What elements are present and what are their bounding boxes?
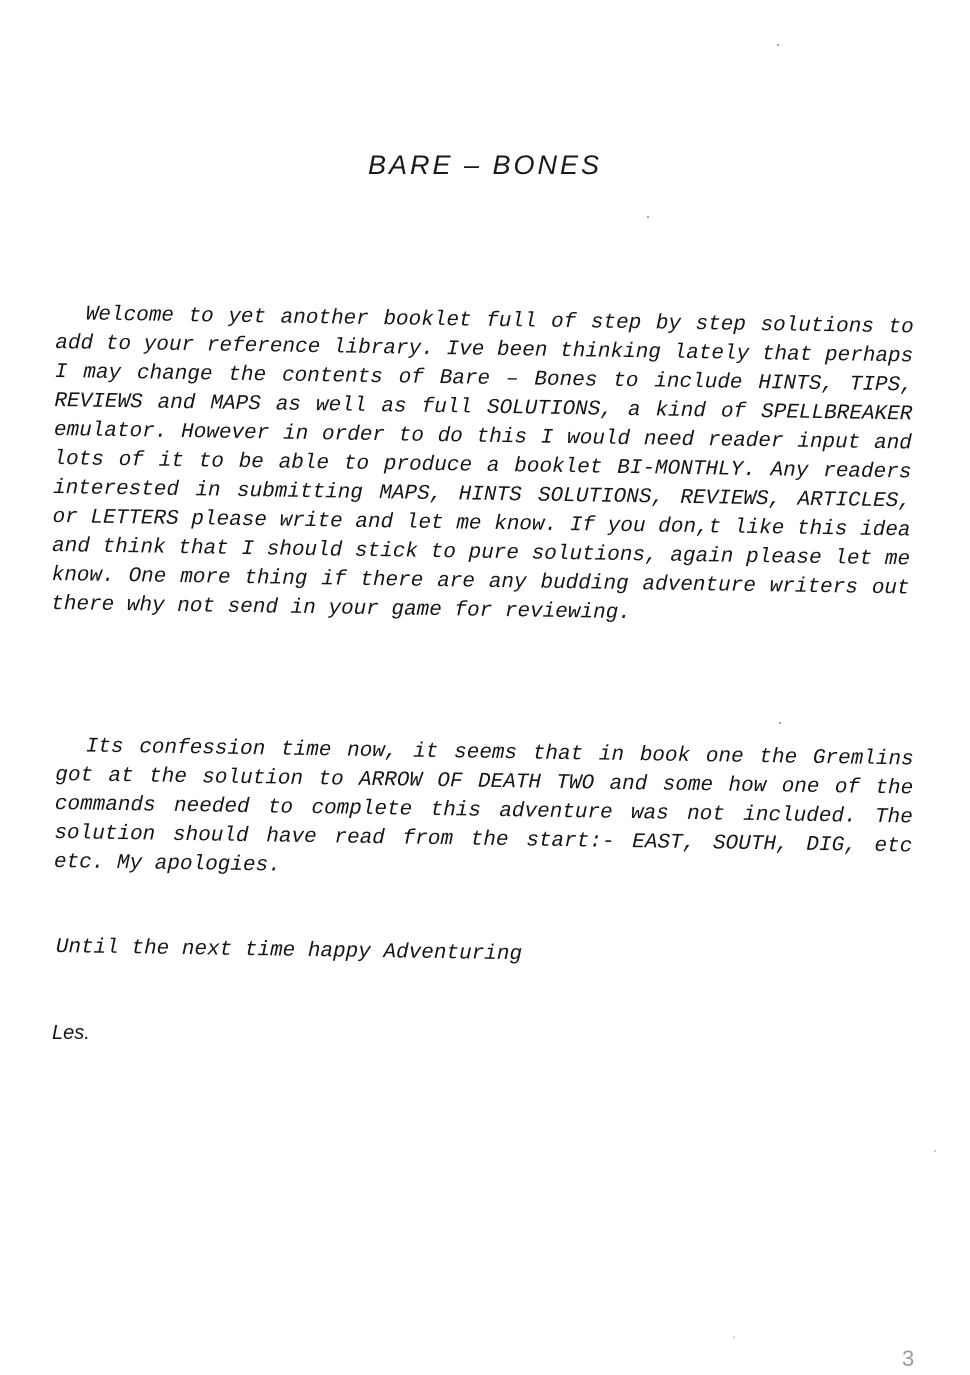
scan-speck	[934, 1150, 936, 1152]
document-title: BARE – BONES	[367, 150, 603, 180]
scan-speck	[777, 44, 779, 46]
scan-speck	[647, 216, 649, 218]
intro-paragraph-text: Welcome to yet another booklet full of step by step solutions to add to your reference library. Ive been thinking lately that perhaps I may change the contents of Bare – Bones to include HINTS, TIPS, REVIEWS and MAPS as well as full SOLUTIONS, a kind of SPELLBREAKER emulator. However in order to do this I would need reader input and lots of it to be able to produce a booklet BI-MONTHLY. Any readers interested in submitting MAPS, HINTS SOLUTIONS, REVIEWS, ARTICLES, or LETTERS please write and let me know. If you don,t like this idea and think that I should stick to pure solutions, again please let me know. One more thing if there are any budding adventure writers out there why not send in your game for reviewing.	[51, 303, 914, 626]
scan-speck	[733, 1336, 735, 1338]
scan-speck	[779, 722, 781, 724]
confession-paragraph	[54, 732, 914, 890]
intro-paragraph	[51, 300, 914, 632]
closing-line: Until the next time happy Adventuring	[55, 936, 523, 967]
confession-paragraph-text: Its confession time now, it seems that in book one the Gremlins got at the solution to ARROW OF DEATH TWO and some how one of the commands needed to complete this adventure was not included. The solution should have read from the start:- EAST, SOUTH, DIG, etc etc. My apologies.	[53, 735, 914, 878]
page-number: 3	[902, 1346, 915, 1371]
signature: Les.	[52, 1022, 90, 1044]
